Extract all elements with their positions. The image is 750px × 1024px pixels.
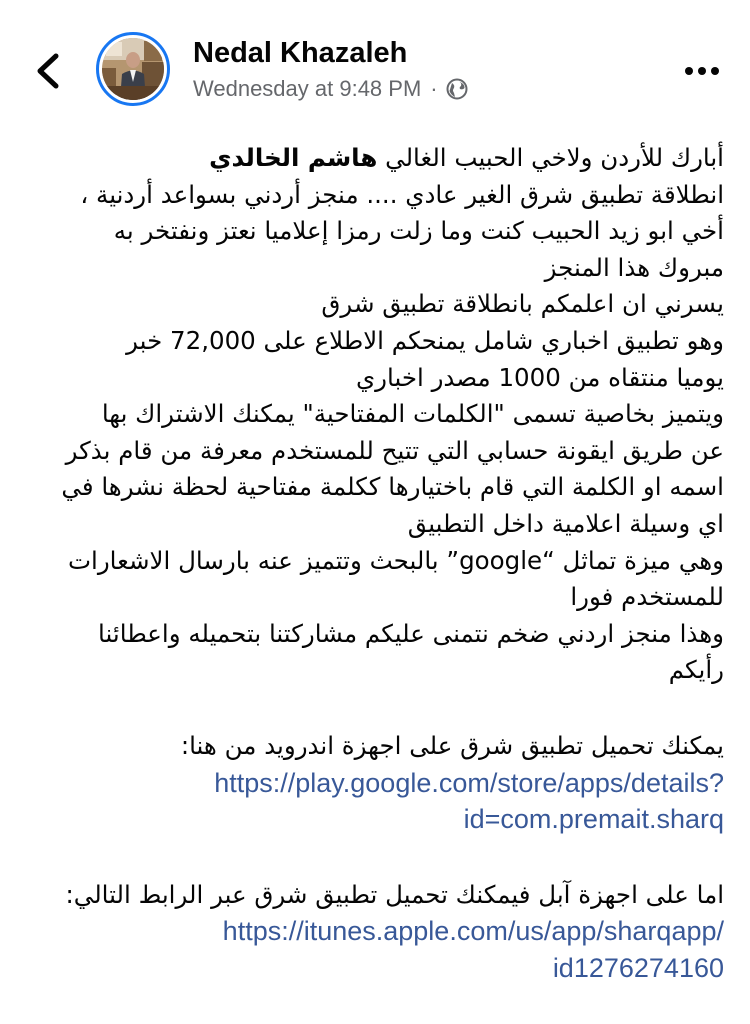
post-line [18, 140, 724, 177]
android-download-link-continued[interactable]: id=com.premait.sharq [463, 804, 724, 835]
post-line: وهذا منجز اردني ضخم نتمنى عليكم مشاركتنا بتحميله واعطائنا [98, 618, 724, 648]
meta-separator: · [430, 76, 438, 101]
apple-download-link[interactable]: https://itunes.apple.com/us/app/sharqapp/ [222, 916, 724, 947]
post-line: انطلاقة تطبيق شرق الغير عادي .... منجز أردني بسواعد أردنية ، [80, 179, 724, 209]
apple-download-link-continued[interactable]: id1276274160 [552, 952, 724, 983]
apple-download-intro: اما على اجهزة آبل فيمكنك تحميل تطبيق شرق عبر الرابط التالي: [65, 879, 724, 909]
mentioned-name: هاشم الخالدي [209, 143, 378, 172]
post-line: ويتميز بخاصية تسمى "الكلمات المفتاحية" يمكنك الاشتراك بها [101, 399, 724, 429]
more-options-button[interactable] [682, 60, 722, 82]
post-line: يوميا منتقاه من 1000 مصدر اخباري [355, 362, 724, 392]
post-line: عن طريق ايقونة حسابي التي تتيح للمستخدم معرفة من قام بذكر [65, 435, 724, 465]
paragraph-gap [18, 689, 724, 728]
globe-icon [446, 78, 468, 100]
post-line-text: أبارك للأردن ولاخي الحبيب الغالي [377, 143, 724, 172]
post-line: يسرني ان اعلمكم بانطلاقة تطبيق شرق [321, 289, 724, 319]
back-button[interactable] [28, 48, 68, 94]
post-meta [193, 74, 468, 104]
chevron-left-icon [28, 48, 68, 94]
post-line: للمستخدم فورا [570, 582, 724, 612]
post-line: اي وسيلة اعلامية داخل التطبيق [407, 508, 724, 538]
post-line: اسمه او الكلمة التي قام باختيارها ككلمة مفتاحية لحظة نشرها في [61, 472, 724, 502]
post-line: أخي ابو زيد الحبيب كنت وما زلت رمزا إعلاميا نعتز ونفتخر به [113, 216, 724, 246]
post-line: مبروك هذا المنجز [544, 252, 724, 282]
android-download-intro: يمكنك تحميل تطبيق شرق على اجهزة اندرويد من هنا: [180, 730, 724, 760]
post-line: وهي ميزة تماثل “google” بالبحث وتتميز عنه بارسال الاشعارات [67, 545, 724, 575]
avatar[interactable] [96, 32, 170, 106]
avatar-photo [102, 38, 164, 100]
post-text [18, 140, 724, 986]
more-horizontal-icon [682, 60, 722, 82]
post-timestamp[interactable]: Wednesday at 9:48 PM [193, 76, 422, 101]
post-author-name[interactable]: Nedal Khazaleh [193, 37, 408, 69]
post-header [0, 0, 750, 130]
paragraph-gap [18, 838, 724, 877]
post-line: رأيكم [668, 655, 724, 685]
android-download-link[interactable]: https://play.google.com/store/apps/details? [214, 767, 724, 798]
post-line: وهو تطبيق اخباري شامل يمنحكم الاطلاع على 72,000 خبر [126, 325, 724, 355]
